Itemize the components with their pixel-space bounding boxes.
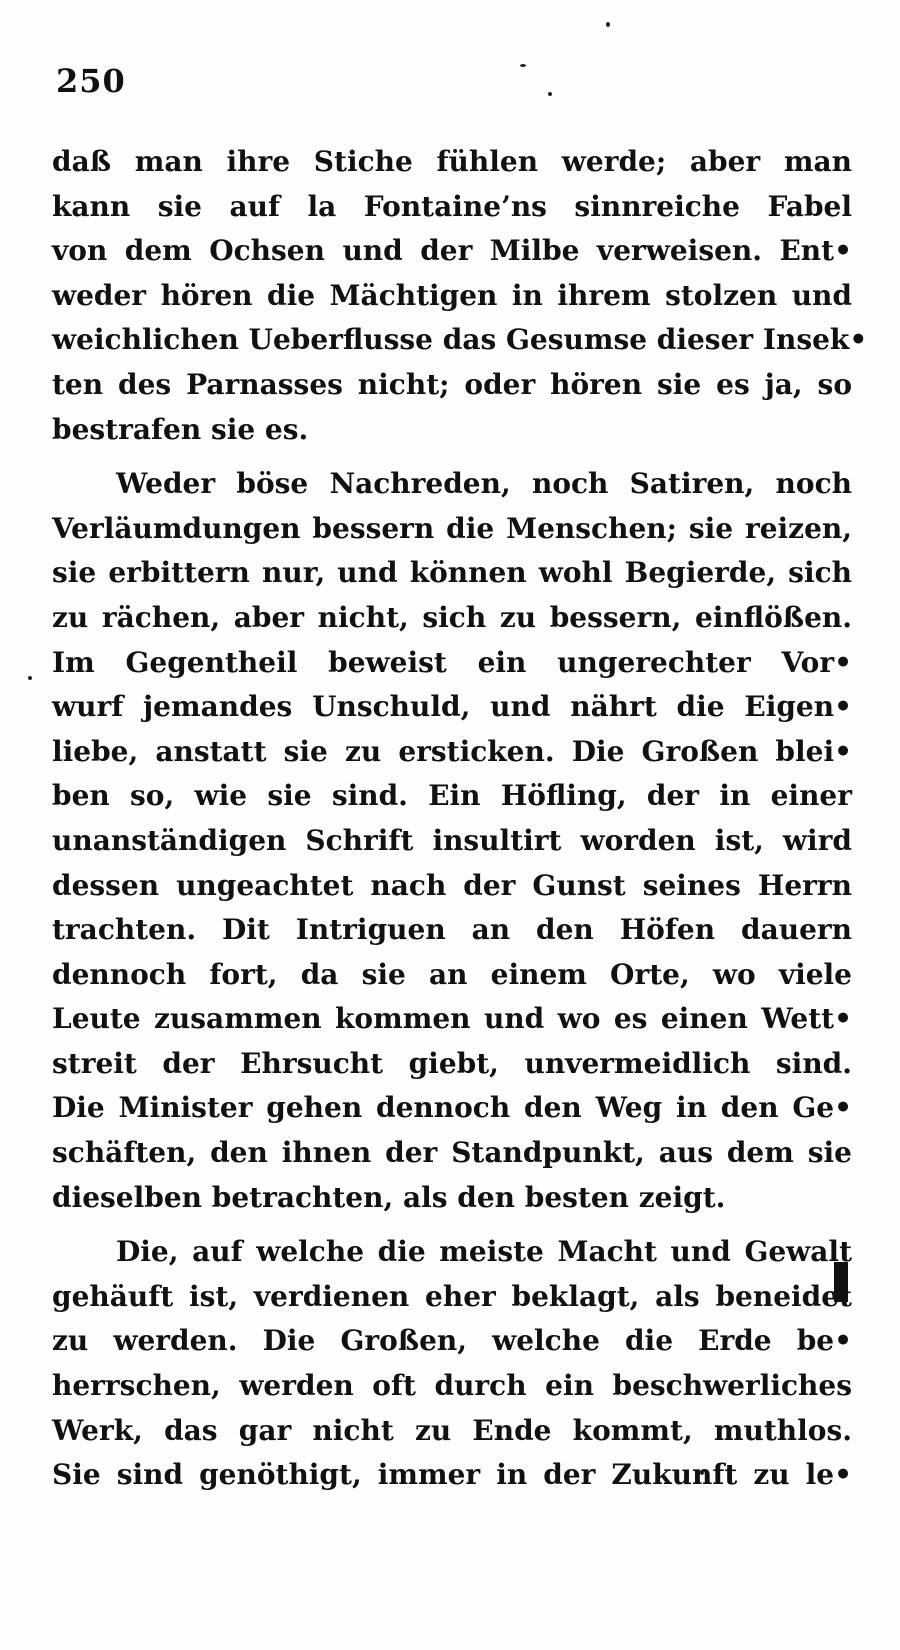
ink-speck (606, 22, 610, 27)
text-line: sie erbittern nur, und können wohl Begierde, sich (52, 556, 852, 590)
paragraph (52, 140, 868, 452)
text-line: daß man ihre Stiche fühlen werde; aber man (52, 145, 852, 178)
text-line: wurf jemandes Unschuld, und nährt die Eigen• (52, 690, 852, 724)
text-line: dessen ungeachtet nach der Gunst seines Herrn (52, 868, 852, 902)
text-line: trachten. Dit Intriguen an den Höfen dauern (52, 913, 852, 947)
text-line: dennoch fort, da sie an einem Orte, wo viele (52, 957, 852, 991)
ink-speck (28, 676, 32, 680)
text-line: Sie sind genöthigt, immer in der Zukunft zu le• (52, 1458, 852, 1492)
ink-speck (548, 92, 552, 96)
text-line: bestrafen sie es. (52, 412, 309, 446)
text-line: ben so, wie sie sind. Ein Höfling, der in einer (52, 779, 852, 813)
text-line: zu rächen, aber nicht, sich zu bessern, einflößen. (52, 600, 852, 634)
text-line: zu werden. Die Großen, welche die Erde be• (52, 1324, 852, 1358)
text-line: von dem Ochsen und der Milbe verweisen. Ent• (52, 234, 852, 268)
text-line: Verläumdungen bessern die Menschen; sie reizen, (52, 511, 852, 545)
text-line: weichlichen Ueberflusse das Gesumse dieser Insek• (52, 323, 868, 357)
text-line: streit der Ehrsucht giebt, unvermeidlich sind. (52, 1046, 852, 1080)
page-number: 250 (56, 62, 126, 100)
ink-speck (520, 64, 526, 67)
text-line: Im Gegentheil beweist ein ungerechter Vor• (52, 645, 852, 679)
paragraph (52, 1230, 852, 1498)
text-line: unanständigen Schrift insultirt worden ist, wird (52, 823, 852, 857)
text-line: schäften, den ihnen der Standpunkt, aus dem sie (52, 1136, 852, 1170)
body-text (52, 140, 868, 1498)
text-line: weder hören die Mächtigen in ihrem stolzen und (52, 278, 852, 312)
text-line: gehäuft ist, verdienen eher beklagt, als beneidet (52, 1279, 852, 1313)
text-line: dieselben betrachten, als den besten zeigt. (52, 1180, 726, 1214)
text-line: Werk, das gar nicht zu Ende kommt, muthlos. (52, 1413, 852, 1447)
text-line: liebe, anstatt sie zu ersticken. Die Großen blei• (52, 734, 852, 768)
text-line: ten des Parnasses nicht; oder hören sie es ja, so (52, 367, 852, 401)
paragraph (52, 462, 852, 1220)
text-line: Die, auf welche die meiste Macht und Gewalt (116, 1235, 852, 1269)
text-line: Die Minister gehen dennoch den Weg in den Ge• (52, 1091, 852, 1125)
text-line: Leute zusammen kommen und wo es einen Wett• (52, 1002, 852, 1036)
text-line: herrschen, werden oft durch ein beschwerliches (52, 1369, 852, 1403)
text-line: kann sie auf la Fontaine’ns sinnreiche Fabel (52, 189, 852, 223)
text-line: Weder böse Nachreden, noch Satiren, noch (116, 467, 852, 501)
